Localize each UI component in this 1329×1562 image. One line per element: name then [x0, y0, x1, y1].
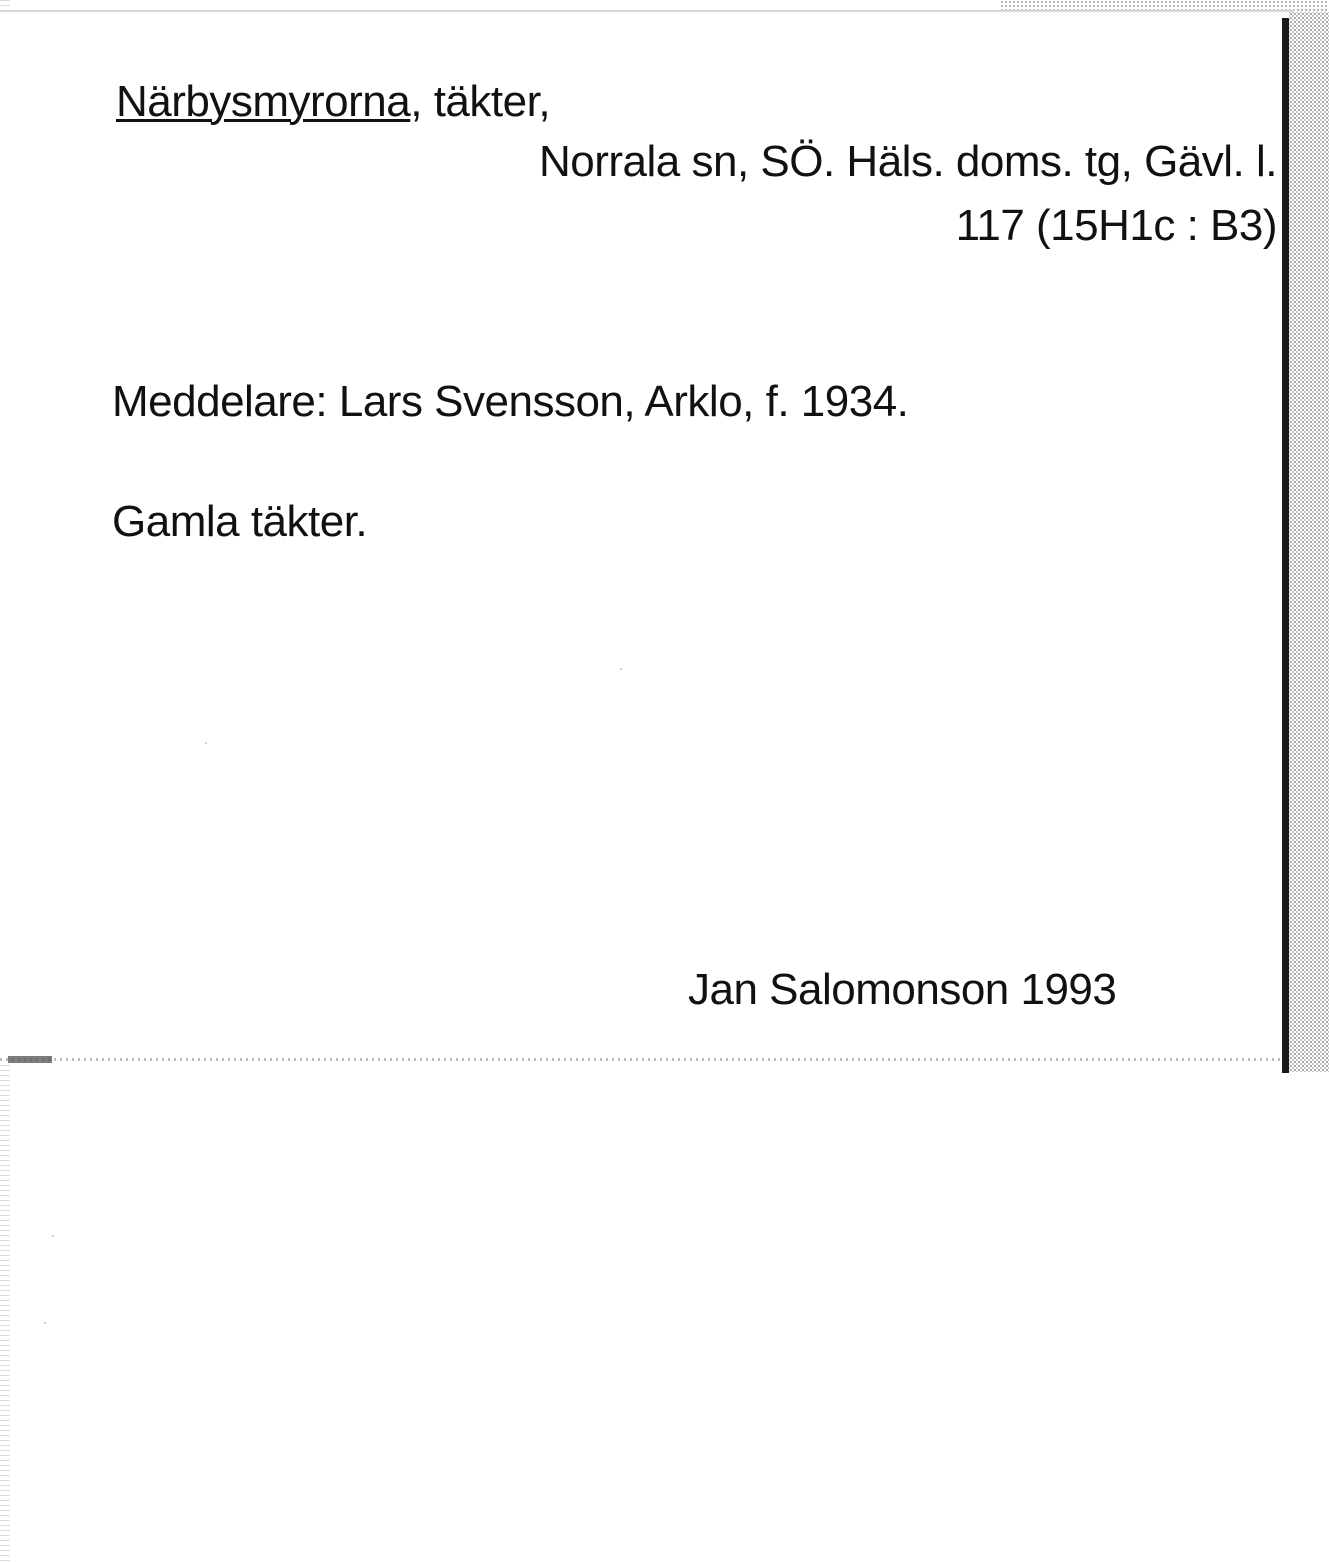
scan-right-shadow: [1289, 12, 1329, 1072]
card-bottom-corner-mark: [8, 1056, 52, 1063]
location-line: Norrala sn, SÖ. Häls. doms. tg, Gävl. l.: [538, 137, 1277, 186]
card-right-edge: [1282, 18, 1289, 1073]
card-heading: [116, 77, 551, 126]
informant-line: Meddelare: Lars Svensson, Arklo, f. 1934.: [112, 377, 909, 426]
note-line: Gamla täkter.: [112, 497, 368, 546]
author-signature: Jan Salomonson 1993: [688, 965, 1117, 1014]
card-bottom-edge: [0, 1058, 1282, 1061]
place-name: Närbysmyrorna: [116, 77, 411, 126]
scan-speck: [52, 1235, 54, 1237]
map-reference: 117 (15H1c : B3): [955, 201, 1277, 250]
scan-speck: [205, 742, 207, 744]
place-suffix: , täkter,: [410, 77, 551, 126]
scan-speck: [44, 1322, 46, 1324]
scan-speck: [620, 668, 622, 670]
